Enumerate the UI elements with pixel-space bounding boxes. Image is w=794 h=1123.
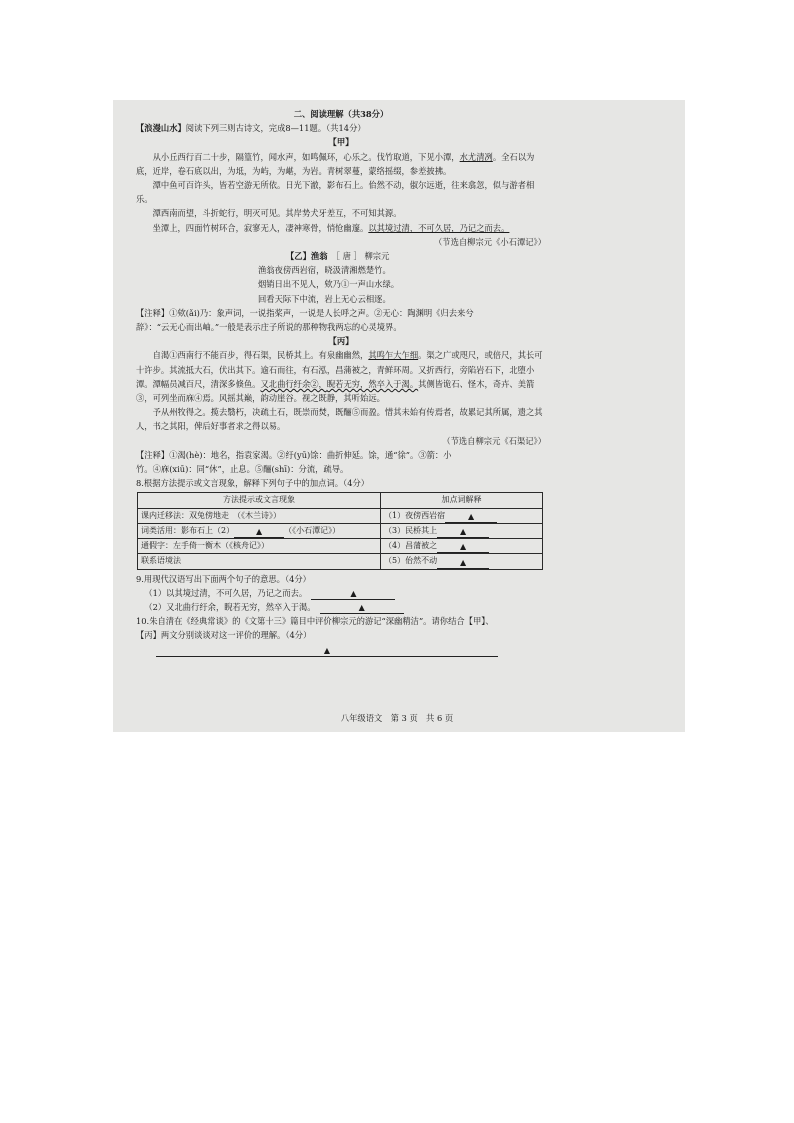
yi-dynasty: ［ 唐 ］ xyxy=(335,251,362,262)
q8-method-cell xyxy=(138,523,381,538)
q8-method-text: 课内迁移法：双兔傍地走 （《木兰诗》） xyxy=(141,510,281,520)
jia-p4-text: 坐潭上，四面竹树环合，寂寥无人，凄神寒骨，悄怆幽邃。 xyxy=(152,222,369,233)
q8-table xyxy=(137,492,543,569)
q8-header-row xyxy=(138,493,543,508)
q8-item-text: （1）夜傍西岩宿 xyxy=(384,510,446,520)
answer-marker-icon: ▲ xyxy=(460,527,467,537)
answer-marker-icon: ▲ xyxy=(323,645,331,655)
q8-answer-blank[interactable] xyxy=(445,511,497,523)
answer-marker-icon: ▲ xyxy=(468,511,475,521)
jia-p1-underline-b: 冽 xyxy=(484,151,493,162)
jia-p1-text-b: 。全石以为底，近岸，卷石底以出，为坻，为屿，为嵁，为岩。青树翠蔓，蒙络摇缀，参差披拂。 xyxy=(136,151,535,176)
q8-method-cell xyxy=(138,508,381,523)
q8-answer-cell xyxy=(381,539,543,554)
q10-answer-line xyxy=(136,643,546,657)
jia-paragraph-4 xyxy=(136,221,546,235)
answer-marker-icon: ▲ xyxy=(460,542,467,552)
q9-prompt: 9.用现代汉语写出下面两个句子的意思。（4分） xyxy=(136,573,311,584)
poem-line-3: 回看天际下中流，岩上无心云相逐。 xyxy=(258,293,391,304)
yi-note-line-2: 辞》：“云无心而出岫。”一般是表示庄子所说的那种物我两忘的心灵境界。 xyxy=(136,322,402,333)
answer-marker-icon: ▲ xyxy=(460,557,467,567)
q9-answer-blank-1[interactable] xyxy=(311,588,395,600)
q8-row xyxy=(138,539,543,554)
bing-paragraph-2: 予从州牧得之。揽去翳朽，决疏土石，既崇而焚，既酾⑤而盈。惜其未始有传焉者，故累记其所属，遗之其人，书之其阳，俾后好事者求之得以易。 xyxy=(136,407,543,432)
q9-sentence-1-line xyxy=(136,586,546,600)
q8-answer-blank[interactable] xyxy=(437,526,489,538)
yi-author: 柳宗元 xyxy=(364,251,390,262)
bing-p1-text-a: 自渴①西南行不能百步，得石渠，民桥其上。有泉幽幽然， xyxy=(152,350,369,361)
jia-p1-text-a: 从小丘西行百二十步，隔篁竹，闻水声，如鸣佩环，心乐之。伐竹取道，下见小潭， xyxy=(152,151,460,162)
q9-sentence-2-line xyxy=(136,600,546,614)
jia-heading: 【甲】 xyxy=(328,137,354,148)
bing-source: （节选自柳宗元《石渠记》） xyxy=(442,435,546,446)
q8-answer-blank[interactable] xyxy=(234,526,284,538)
bing-note-line-2: 竹。④庥(xiū)：同“休”，止息。⑤酾(shī)：分流，疏导。 xyxy=(136,464,349,475)
poem-line-2: 烟销日出不见人，欸乃①一声山水绿。 xyxy=(258,279,400,290)
q8-row xyxy=(138,508,543,523)
q8-item-text: （5）佁然不动 xyxy=(384,556,438,566)
yi-heading-line xyxy=(136,249,546,263)
jia-paragraph-3: 潭西南而望，斗折蛇行，明灭可见。其岸势犬牙差互，不可知其源。 xyxy=(152,208,402,219)
q8-method-text: 词类活用：影布石上（2） xyxy=(141,525,235,535)
q8-row xyxy=(138,554,543,569)
poem-line-1: 渔翁夜傍西岩宿，晓汲清湘燃楚竹。 xyxy=(258,265,391,276)
q8-prompt: 8.根据方法提示或文言现象，解释下列句子中的加点词。（4分） xyxy=(136,478,370,489)
q8-col-header-answer: 加点词解释 xyxy=(381,493,543,508)
bing-paragraph-1 xyxy=(136,348,546,405)
intro-line xyxy=(136,121,546,135)
jia-source: （节选自柳宗元《小石潭记》） xyxy=(433,236,546,247)
bing-p1-wavy-a: 又北曲行纡余②， xyxy=(260,378,327,389)
exam-page xyxy=(136,107,546,657)
q8-answer-blank[interactable] xyxy=(437,541,489,553)
yi-note-line-1: 【注释】①欸(ǎi)乃：象声词，一说指桨声，一说是人长呼之声。②无心：陶渊明《归去来兮 xyxy=(136,307,474,318)
bing-note-line-1: 【注释】①渴(hè)：地名，指袁家渴。②纡(yū)馀：曲折伸延。馀，通“徐”。③箭：小 xyxy=(136,449,452,460)
q8-method-cell xyxy=(138,539,381,554)
q8-item-text: （4）昌蒲被之 xyxy=(384,541,438,551)
bing-p1-text-c: 其侧皆诡石、怪木，奇卉、美箭③，可列坐而庥④焉。风摇其巅，韵动崖谷。视之既静，其听始远。 xyxy=(136,378,535,404)
bing-p1-wavy-b: 睨若无穷，然卒入于渴。 xyxy=(326,378,419,389)
answer-marker-icon: ▲ xyxy=(350,588,357,598)
intro-text: 阅读下列三则古诗文，完成8—11题。（共14分） xyxy=(185,123,366,134)
bing-p1-underline: 其鸣乍大乍细 xyxy=(368,350,419,361)
q8-item-text: （3）民桥其上 xyxy=(384,525,438,535)
jia-p4-underline-b: 而去。 xyxy=(484,222,510,233)
q10-answer-blank[interactable] xyxy=(156,645,498,657)
yi-heading: 【乙】渔翁 xyxy=(286,251,328,262)
q8-method-cell xyxy=(138,554,381,569)
q9-sentence-2: （2）又北曲行纡余，睨若无穷，然卒入于渴。 xyxy=(144,601,312,612)
q8-method-text: 通假字：左手倚一衡木（《核舟记》） xyxy=(141,541,269,551)
q8-col-header-method: 方法提示或文言现象 xyxy=(138,493,381,508)
q9-answer-blank-2[interactable] xyxy=(320,602,404,614)
section-title: 二、阅读理解（共38分） xyxy=(293,109,389,119)
q8-method-text: 联系语境法 xyxy=(141,556,181,566)
jia-p4-underline-a: 以其境过清，不可久居，乃记之 xyxy=(368,222,485,233)
q9-sentence-1: （1）以其境过清，不可久居，乃记之而去。 xyxy=(144,587,304,598)
jia-p1-underline-a: 水尤清 xyxy=(459,151,485,162)
q8-answer-cell xyxy=(381,554,543,569)
jia-paragraph-1 xyxy=(136,150,546,178)
q10-prompt-line-2: 【丙】两文分别谈谈对这一评价的理解。（4分） xyxy=(136,630,312,641)
intro-tag: 【浪漫山水】 xyxy=(136,123,186,134)
page-footer: 八年级语文 第 3 页 共 6 页 xyxy=(340,713,454,723)
q8-row xyxy=(138,523,543,538)
answer-marker-icon: ▲ xyxy=(256,527,263,537)
jia-paragraph-2: 潭中鱼可百许头，皆若空游无所依。日光下澈，影布石上。佁然不动，俶尔远逝，往来翕忽，似与游者相乐。 xyxy=(136,180,535,205)
bing-p1-text-b: 。渠之广或咫尺，或倍尺，其长可十许步。其流抵大石，伏出其下。逾石而往，有石泓，昌蒲被之，青鲜环周。又折西行，旁陷岩石下，北堕小潭。潭幅员减百尺，清深多倏鱼。 xyxy=(136,350,543,389)
bing-heading: 【丙】 xyxy=(328,336,354,347)
q8-answer-blank[interactable] xyxy=(437,557,489,569)
q10-prompt-line-1: 10.朱自清在《经典常谈》的《文第十三》篇目中评价柳宗元的游记“深幽精洁”。请你结合【甲】、 xyxy=(136,616,494,627)
q8-method-source: （《小石潭记》） xyxy=(284,525,341,535)
q8-answer-cell xyxy=(381,508,543,523)
q8-answer-cell xyxy=(381,523,543,538)
answer-marker-icon: ▲ xyxy=(358,603,365,613)
